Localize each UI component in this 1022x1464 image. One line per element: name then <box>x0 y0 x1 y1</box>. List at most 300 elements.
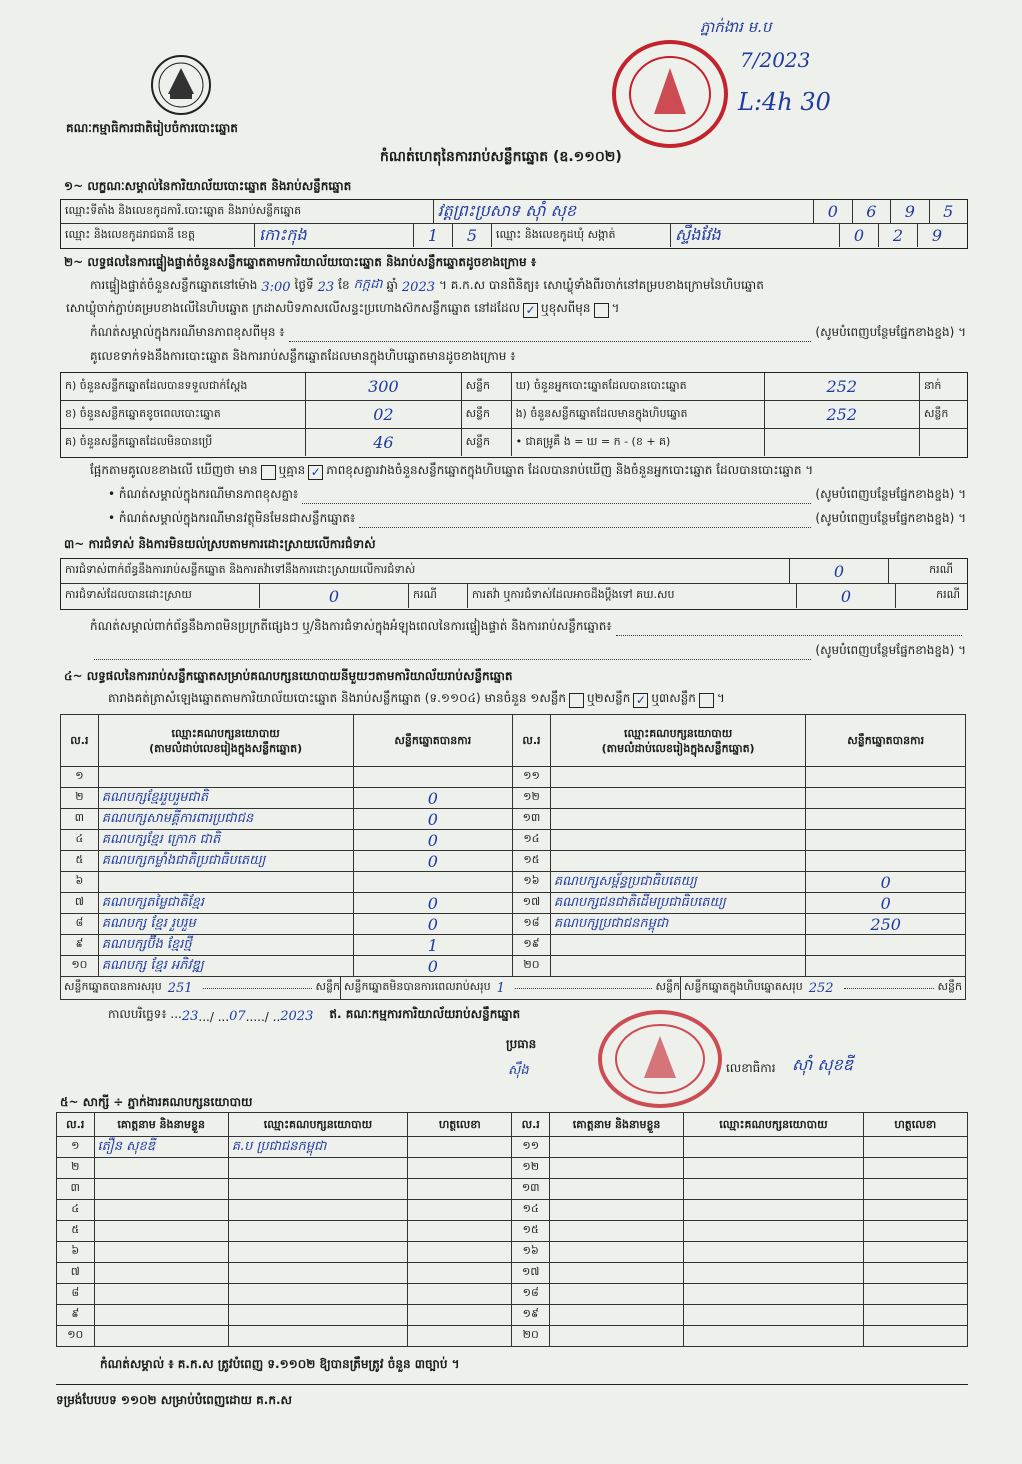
form-reference: ទម្រង់បែបបទ ១១០២ សម្រាប់បំពេញដោយ គ.ក.ស <box>56 1393 292 1407</box>
sec1-row2-value-b: ស្ទឹងវែង <box>671 224 840 247</box>
date-day: 23 <box>181 1009 199 1024</box>
witness-party <box>228 1326 407 1347</box>
witness-sign <box>408 1263 512 1284</box>
sec1-row2-label: ឈ្មោះ និងលេខកូដរាជធានី ខេត្ត <box>61 224 255 247</box>
table-row <box>57 1326 968 1347</box>
sec2-bullet1 <box>108 486 966 504</box>
witness-name <box>549 1221 683 1242</box>
result-party: គណបក្សសម្ព័ន្ធប្រជាធិបតេយ្យ <box>550 872 806 893</box>
witness-no: ១០ <box>57 1326 95 1347</box>
result-votes <box>353 767 513 788</box>
col-no: ល.រ <box>512 1113 550 1137</box>
witness-sign <box>863 1200 967 1221</box>
result-no: ១២ <box>513 788 551 809</box>
count-row <box>61 429 967 456</box>
witness-party <box>684 1242 863 1263</box>
result-party <box>550 809 806 830</box>
result-party: គណបក្សសាមគ្គីការពារប្រជាជន <box>98 809 353 830</box>
unit <box>920 429 967 456</box>
sec4-heading: ៤~ លទ្ធផលនៃការរាប់សន្លឹកឆ្នោតសម្រាប់គណបក្សនយោបាយនីមួយៗតាមការិយាល័យរាប់សន្លឹកឆ្នោត <box>64 669 513 683</box>
handwritten-note-1: ភ្នាក់ងារ ម.ប <box>700 18 772 36</box>
witness-no: ៥ <box>57 1221 95 1242</box>
col-party <box>550 715 806 767</box>
text: ។ គ.ក.ស បានពិនិត្យ៖ សោឃ្លុំទាំងពីរចាក់នៅគម្របខាងក្រោមនៃហិបឆ្នោត <box>439 278 764 292</box>
witness-sign <box>408 1200 512 1221</box>
secretary-signature: ស៊ាំ សុខឌី <box>792 1055 853 1074</box>
witness-no: ១៦ <box>512 1242 550 1263</box>
checkbox-2-sheet[interactable]: ✓ <box>633 693 648 708</box>
result-party: គណបក្សកម្លាំងជាតិប្រជាធិបតេយ្យ <box>98 851 353 872</box>
total-invalid-label: សន្លឹកឆ្នោតមិនបានការពេលរាប់សរុប <box>344 980 491 993</box>
checkbox-has-diff[interactable] <box>261 465 276 480</box>
witness-party <box>228 1221 407 1242</box>
handwritten-note-2: 7/2023 <box>740 48 811 72</box>
sec1-row1-value: វត្តព្រះប្រសាទ ស៊ាំ សុខ <box>434 200 814 223</box>
col-name: គោត្តនាម និងនាមខ្លួន <box>94 1113 228 1137</box>
result-no: ៦ <box>61 872 99 893</box>
sec4-results-table <box>60 714 966 1000</box>
witness-sign <box>408 1179 512 1200</box>
count-label: ក) ចំនួនសន្លឹកឆ្នោតដែលបានទទួលជាក់ស្តែង <box>61 373 306 400</box>
count-value: 02 <box>306 401 461 428</box>
col-sign: ហត្ថលេខា <box>863 1113 967 1137</box>
witness-no: ៣ <box>57 1179 95 1200</box>
sec3-r2-label: ការជំទាស់ដែលបានដោះស្រាយ <box>61 584 260 608</box>
date-month: 07 <box>229 1009 246 1024</box>
witness-party <box>228 1179 407 1200</box>
code-digit: 6 <box>853 200 891 223</box>
witness-sign <box>863 1263 967 1284</box>
result-no: ៥ <box>61 851 99 872</box>
col-no: ល.រ <box>513 715 551 767</box>
col-party-sub: (តាមលំដាប់លេខរៀងក្នុងសន្លឹកឆ្នោត) <box>149 741 303 755</box>
code-digit: 0 <box>814 200 852 223</box>
witness-no: ១ <box>57 1137 95 1158</box>
witness-party <box>684 1284 863 1305</box>
witness-party <box>684 1137 863 1158</box>
sec5-heading: ៥~ សាក្សី ÷ ភ្នាក់ងារគណបក្សនយោបាយ <box>60 1095 253 1109</box>
witness-no: ១៣ <box>512 1179 550 1200</box>
witness-party <box>228 1263 407 1284</box>
text: ភាពខុសគ្នារវាងចំនួនសន្លឹកឆ្នោតក្នុងហិបឆ្នោត ដែលបានរាប់ឃើញ និងចំនួនអ្នកបោះឆ្នោត ដែលបានបោះឆ្នោត ។ <box>326 463 814 477</box>
sec3-note <box>90 618 966 636</box>
result-votes: 0 <box>353 956 513 977</box>
witness-name <box>94 1284 228 1305</box>
table-row <box>57 1242 968 1263</box>
result-votes: 0 <box>353 851 513 872</box>
result-party <box>98 767 353 788</box>
result-party <box>550 767 806 788</box>
witness-party <box>228 1200 407 1221</box>
president-label: ប្រធាន <box>506 1037 537 1051</box>
witness-no: ១៥ <box>512 1221 550 1242</box>
code-digit: 9 <box>931 226 943 245</box>
text: ឬ៣សន្លឹក <box>651 691 696 705</box>
witness-party <box>684 1200 863 1221</box>
witness-name <box>549 1242 683 1263</box>
table-row <box>61 809 966 830</box>
table-row <box>57 1137 968 1158</box>
result-no: ១៦ <box>513 872 551 893</box>
text: កំណត់សម្គាល់ក្នុងករណីមានភាពខុសពីមុន ៖ <box>90 325 285 339</box>
result-no: ៧ <box>61 893 99 914</box>
nec-emblem-icon <box>148 54 214 116</box>
table-row <box>61 956 966 977</box>
witness-name <box>94 1326 228 1347</box>
secretary-label: លេខាធិការ <box>726 1061 776 1075</box>
result-party <box>550 830 806 851</box>
result-votes <box>806 851 966 872</box>
witness-no: ១៨ <box>512 1284 550 1305</box>
result-no: ៩ <box>61 935 99 956</box>
count-value: 46 <box>306 429 461 456</box>
witness-sign <box>408 1242 512 1263</box>
table-row <box>57 1221 968 1242</box>
sec2-bullet2 <box>108 510 966 528</box>
witness-sign <box>863 1158 967 1179</box>
red-seal-stamp <box>610 38 730 150</box>
col-votes: សន្លឹកឆ្នោតបានការ <box>353 715 513 767</box>
sec1-row2-label-b: ឈ្មោះ និងលេខកូដឃុំ សង្កាត់ <box>492 224 671 247</box>
sec2-para2: សោឃ្លុំចាក់ភ្ជាប់គម្របខាងលើនៃហិបឆ្នោត ក្រដាសបិទភាសលើសន្ទះប្រហោងស៊កសន្លឹកឆ្នោត នៅដដែល ✓ ឬខុសពីមុន ។ <box>66 301 620 317</box>
date-year: 2023 <box>280 1009 314 1024</box>
col-party-label: ឈ្មោះគណបក្សនយោបាយ <box>623 726 733 740</box>
result-votes <box>353 872 513 893</box>
witness-name <box>549 1179 683 1200</box>
month-value: កក្កដា <box>353 277 383 292</box>
total-valid-value: 251 <box>167 980 193 996</box>
table-row <box>57 1263 968 1284</box>
witness-no: ១២ <box>512 1158 550 1179</box>
result-no: ៨ <box>61 914 99 935</box>
result-no: ១៣ <box>513 809 551 830</box>
witness-no: ១៤ <box>512 1200 550 1221</box>
fill-note: (សូមបំពេញបន្ថែមផ្នែកខាងខ្នង) ។ <box>815 325 966 339</box>
witness-sign <box>408 1284 512 1305</box>
table-row <box>57 1179 968 1200</box>
result-party: គណបក្ស ខ្មែរ រួបរួម <box>98 914 353 935</box>
committee-label: ឥ. គណៈកម្មការការិយាល័យរាប់សន្លឹកឆ្នោត <box>329 1007 521 1021</box>
result-votes <box>806 830 966 851</box>
witness-name <box>549 1263 683 1284</box>
count-label-2: ឃ) ចំនួនអ្នកបោះឆ្នោតដែលបានបោះឆ្នោត <box>512 373 765 400</box>
count-value: 300 <box>306 373 461 400</box>
count-value-2 <box>765 429 920 456</box>
witness-no: ២០ <box>512 1326 550 1347</box>
president-signature: ស៊ឹង <box>508 1063 529 1078</box>
witness-sign <box>863 1326 967 1347</box>
unit: សន្លឹក <box>923 406 949 420</box>
unit: ករណី <box>929 563 953 576</box>
total-valid-label: សន្លឹកឆ្នោតបានការសរុប <box>64 980 162 993</box>
unit: សន្លឹក <box>937 980 962 993</box>
result-no: ២ <box>61 788 99 809</box>
fill-note: (សូមបំពេញបន្ថែមផ្នែកខាងខ្នង) ។ <box>815 511 966 525</box>
sec3-r1-label: ការជំទាស់ពាក់ព័ន្ធនឹងការរាប់សន្លឹកឆ្នោត និងការតវ៉ាទៅនឹងការដោះស្រាយលើការជំទាស់ <box>61 559 790 583</box>
text: កាលបរិច្ឆេទ <box>108 1007 162 1021</box>
code-digit: 1 <box>414 224 453 247</box>
result-no: ១៨ <box>513 914 551 935</box>
witness-name <box>549 1137 683 1158</box>
count-row <box>61 401 967 429</box>
witness-sign <box>863 1137 967 1158</box>
checkbox-unchanged[interactable]: ✓ <box>523 303 538 318</box>
count-label: ខ) ចំនួនសន្លឹកឆ្នោតខូចពេលបោះឆ្នោត <box>61 401 306 428</box>
witness-name <box>94 1305 228 1326</box>
col-name: គោត្តនាម និងនាមខ្លួន <box>549 1113 683 1137</box>
result-party: គណបក្សជនជាតិដើមប្រជាធិបតេយ្យ <box>550 893 806 914</box>
result-party: គណបក្សខ្មែររួបរួមជាតិ <box>98 788 353 809</box>
sec1-row2-value: កោះកុង <box>255 224 414 247</box>
sec2-para4: គូលេខទាក់ទងនឹងការបោះឆ្នោត និងការរាប់សន្លឹកឆ្នោតដែលមានក្នុងហិបឆ្នោតមានដូចខាងក្រោម ៖ <box>90 349 516 363</box>
text: ថ្ងៃទី <box>294 278 314 292</box>
result-party: គណបក្សខ្មែរ ក្រោក ជាតិ <box>98 830 353 851</box>
witness-no: ៨ <box>57 1284 95 1305</box>
text: • កំណត់សម្គាល់ក្នុងករណីមានភាពខុសគ្នា៖ <box>108 487 299 501</box>
sec3-note-line <box>90 642 966 660</box>
table-row <box>57 1305 968 1326</box>
org-name: គណៈកម្មាធិការជាតិរៀបចំការបោះឆ្នោត <box>66 121 238 135</box>
checkbox-changed[interactable] <box>594 303 609 318</box>
table-row <box>61 788 966 809</box>
witness-party <box>684 1158 863 1179</box>
witness-sign <box>863 1242 967 1263</box>
result-no: ១ <box>61 767 99 788</box>
result-votes: 0 <box>353 893 513 914</box>
text: សោឃ្លុំចាក់ភ្ជាប់គម្របខាងលើនៃហិបឆ្នោត ក្រដាសបិទភាសលើសន្ទះប្រហោងស៊កសន្លឹកឆ្នោត នៅដដែល <box>66 301 520 315</box>
sec1-table <box>60 199 968 249</box>
witness-name <box>94 1158 228 1179</box>
col-party: ឈ្មោះគណបក្សនយោបាយ <box>228 1113 407 1137</box>
sec2-para1 <box>90 276 970 295</box>
checkbox-3-sheet[interactable] <box>699 693 714 708</box>
result-no: ១០ <box>61 956 99 977</box>
sec2-count-table <box>60 372 968 458</box>
witness-sign <box>408 1305 512 1326</box>
date-line: កាលបរិច្ឆេទ ៖ ... 23 .../ ... 07 ...../ .. 2023 ឥ. គណៈកម្មការការិយាល័យរាប់សន្លឹកឆ្នោត <box>108 1007 521 1024</box>
result-votes: 0 <box>353 809 513 830</box>
result-votes: 0 <box>353 788 513 809</box>
witness-no: ៧ <box>57 1263 95 1284</box>
count-value-2: 252 <box>765 401 920 428</box>
result-no: ៤ <box>61 830 99 851</box>
witness-no: ៩ <box>57 1305 95 1326</box>
total-box-value: 252 <box>808 980 834 996</box>
handwritten-note-3: L:4h 30 <box>738 88 831 116</box>
witness-no: ១៩ <box>512 1305 550 1326</box>
table-row <box>61 893 966 914</box>
sec3-r2-label-b: ការតវ៉ា ឬការជំទាស់ដែលអាចដឹងប្តឹងទៅ គឃ.សប <box>468 584 797 608</box>
sec2-para3 <box>90 324 966 342</box>
code-digit: 0 <box>840 224 879 247</box>
witness-name <box>94 1200 228 1221</box>
result-votes: 1 <box>353 935 513 956</box>
unit: សន្លឹក <box>462 373 512 400</box>
table-row <box>61 851 966 872</box>
text: • កំណត់សម្គាល់ក្នុងករណីមានវត្ថុមិនមែនជាសន្លឹកឆ្នោត៖ <box>108 511 356 525</box>
witness-no: ១៧ <box>512 1263 550 1284</box>
fill-note: (សូមបំពេញបន្ថែមផ្នែកខាងខ្នង) ។ <box>815 487 966 501</box>
result-votes: 0 <box>806 872 966 893</box>
result-no: ១១ <box>513 767 551 788</box>
col-no: ល.រ <box>61 715 99 767</box>
witness-sign <box>863 1284 967 1305</box>
witness-name <box>94 1179 228 1200</box>
unit: សន្លឹក <box>462 401 512 428</box>
sec3-r1-value: 0 <box>790 559 889 583</box>
sec5-witness-table <box>56 1112 968 1347</box>
col-votes: សន្លឹកឆ្នោតបានការ <box>806 715 966 767</box>
witness-no: ៦ <box>57 1242 95 1263</box>
sec3-r2-value-b: 0 <box>797 584 896 608</box>
table-row <box>57 1284 968 1305</box>
sec3-table <box>60 558 968 610</box>
table-row <box>61 830 966 851</box>
result-no: ១៤ <box>513 830 551 851</box>
col-party <box>98 715 353 767</box>
col-party: ឈ្មោះគណបក្សនយោបាយ <box>684 1113 863 1137</box>
table-row <box>57 1158 968 1179</box>
text: ផ្អែកតាមគូលេខខាងលើ ឃើញថា មាន <box>90 463 258 477</box>
result-votes: 0 <box>806 893 966 914</box>
code-digit: 5 <box>453 224 492 247</box>
count-label-2: • ជាគម្រូគឺ ង = ឃ = ក - (ខ + គ) <box>512 429 765 456</box>
witness-party <box>684 1263 863 1284</box>
witness-sign <box>408 1158 512 1179</box>
sec1-row1-label: ឈ្មោះទីតាំង និងលេខកូដការិ.បោះឆ្នោត និងរាប់សន្លឹកឆ្នោត <box>61 200 434 223</box>
footnote: កំណត់សម្គាល់ ៖ គ.ក.ស ត្រូវបំពេញ ទ.១១០២ ឱ្យបានត្រឹមត្រូវ ចំនួន ៣ច្បាប់ ។ <box>100 1357 460 1371</box>
day-value: 23 <box>317 280 335 295</box>
count-label: គ) ចំនួនសន្លឹកឆ្នោតដែលមិនបានប្រើ <box>61 429 306 456</box>
result-party: គណបក្សប៊ីង ខ្មែរថ្មី <box>98 935 353 956</box>
result-no: ១៩ <box>513 935 551 956</box>
result-votes <box>806 956 966 977</box>
unit: សន្លឹក <box>462 429 512 456</box>
witness-sign <box>863 1179 967 1200</box>
result-party <box>550 956 806 977</box>
result-no: ១៧ <box>513 893 551 914</box>
sec1-heading: ១~ លក្ខណៈសម្គាល់នៃការិយាល័យបោះឆ្នោត និងរាប់សន្លឹកឆ្នោត <box>64 179 352 193</box>
witness-party <box>684 1305 863 1326</box>
code-digit: 5 <box>943 202 954 221</box>
text: ឬ២សន្លឹក <box>587 691 631 705</box>
result-no: ៣ <box>61 809 99 830</box>
witness-party <box>684 1326 863 1347</box>
sec2-para5 <box>90 462 966 480</box>
result-votes: 0 <box>353 830 513 851</box>
table-row <box>61 935 966 956</box>
checkbox-no-diff[interactable]: ✓ <box>308 465 323 480</box>
result-no: ២០ <box>513 956 551 977</box>
text: តារាងគត់ត្រាសំឡេងឆ្នោតតាមការិយាល័យបោះឆ្នោត និងរាប់សន្លឹកឆ្នោត (ទ.១១០៤) មានចំនួន ១សន្លឹក <box>108 691 566 705</box>
checkbox-1-sheet[interactable] <box>569 693 584 708</box>
result-votes <box>806 788 966 809</box>
unit: ករណី <box>409 584 468 608</box>
sec3-r2-value: 0 <box>260 584 409 608</box>
count-row <box>61 373 967 401</box>
unit: ករណី <box>936 588 960 601</box>
witness-name <box>94 1221 228 1242</box>
col-party-sub: (តាមលំដាប់លេខរៀងក្នុងសន្លឹកឆ្នោត) <box>601 741 755 755</box>
total-invalid-value: 1 <box>496 980 505 996</box>
witness-name <box>94 1242 228 1263</box>
witness-name <box>94 1263 228 1284</box>
count-label-2: ង) ចំនួនសន្លឹកឆ្នោតដែលមានក្នុងហិបឆ្នោត <box>512 401 765 428</box>
witness-party: គ.ប ប្រជាជនកម្ពុជា <box>228 1137 407 1158</box>
text: ឬគ្មាន <box>278 463 306 477</box>
table-row <box>61 914 966 935</box>
time-value: 3:00 <box>261 280 291 295</box>
witness-party <box>228 1284 407 1305</box>
result-votes: 250 <box>806 914 966 935</box>
result-party: គណបក្សប្រជាជនកម្ពុជា <box>550 914 806 935</box>
witness-name <box>549 1305 683 1326</box>
col-no: ល.រ <box>57 1113 95 1137</box>
witness-no: ២ <box>57 1158 95 1179</box>
text: ឬខុសពីមុន <box>541 301 591 315</box>
form-title: កំណត់ហេតុនៃការរាប់សន្លឹកឆ្នោត (ឧ.១១០២) <box>380 149 622 165</box>
witness-party <box>684 1179 863 1200</box>
count-value-2: 252 <box>765 373 920 400</box>
code-digit: 9 <box>891 200 929 223</box>
witness-name <box>549 1158 683 1179</box>
sec2-heading: ២~ លទ្ធផលនៃការផ្ទៀងផ្ទាត់ចំនួនសន្លឹកឆ្នោតតាមការិយាល័យបោះឆ្នោត និងរាប់សន្លឹកឆ្នោតដូចខាងក្រោម ៖ <box>64 255 537 269</box>
witness-party <box>684 1221 863 1242</box>
text: ខែ <box>338 278 350 292</box>
witness-name: តឿន សុខឌី <box>94 1137 228 1158</box>
witness-party <box>228 1158 407 1179</box>
result-votes <box>806 935 966 956</box>
col-sign: ហត្ថលេខា <box>408 1113 512 1137</box>
witness-sign <box>863 1221 967 1242</box>
witness-sign <box>863 1305 967 1326</box>
text: ឆ្នាំ <box>386 278 398 292</box>
fill-note: (សូមបំពេញបន្ថែមផ្នែកខាងខ្នង) ។ <box>815 643 966 657</box>
footer-divider <box>56 1384 968 1385</box>
text: កំណត់សម្គាល់ពាក់ព័ន្ធនឹងភាពមិនប្រក្រតីផ្សេងៗ ឬ/និងការជំទាស់ក្នុងអំឡុងពេលនៃការផ្ទៀងផ្ទាត់ និងការរាប់សន្លឹកឆ្នោត៖ <box>90 619 612 633</box>
result-party <box>98 872 353 893</box>
sec3-heading: ៣~ ការជំទាស់ និងការមិនយល់ស្របតាមការដោះស្រាយលើការជំទាស់ <box>64 537 376 551</box>
result-no: ១៥ <box>513 851 551 872</box>
red-seal-stamp-2 <box>596 1008 724 1110</box>
witness-name <box>549 1200 683 1221</box>
table-row <box>61 872 966 893</box>
witness-party <box>228 1305 407 1326</box>
result-votes <box>806 809 966 830</box>
witness-party <box>228 1242 407 1263</box>
result-votes <box>806 767 966 788</box>
table-row <box>57 1200 968 1221</box>
unit: សន្លឹក <box>655 980 680 993</box>
result-party <box>550 935 806 956</box>
witness-no: ១១ <box>512 1137 550 1158</box>
result-party <box>550 851 806 872</box>
witness-name <box>549 1326 683 1347</box>
unit: សន្លឹក <box>315 980 340 993</box>
result-votes: 0 <box>353 914 513 935</box>
table-row <box>61 767 966 788</box>
witness-no: ៤ <box>57 1200 95 1221</box>
sec4-intro: តារាងគត់ត្រាសំឡេងឆ្នោតតាមការិយាល័យបោះឆ្នោត និងរាប់សន្លឹកឆ្នោត (ទ.១១០៤) មានចំនួន ១សន្លឹក ឬ២សន្លឹក ✓ ឬ៣សន្លឹក ។ <box>108 691 725 707</box>
witness-sign <box>408 1221 512 1242</box>
total-box-label: សន្លឹកឆ្នោតក្នុងហិបឆ្នោតសរុប <box>684 980 803 993</box>
unit: នាក់ <box>923 378 942 392</box>
result-party: គណបក្សតម្លៃជាតិខ្មែរ <box>98 893 353 914</box>
year-value: 2023 <box>401 280 435 295</box>
result-party <box>550 788 806 809</box>
witness-sign <box>408 1326 512 1347</box>
witness-sign <box>408 1137 512 1158</box>
